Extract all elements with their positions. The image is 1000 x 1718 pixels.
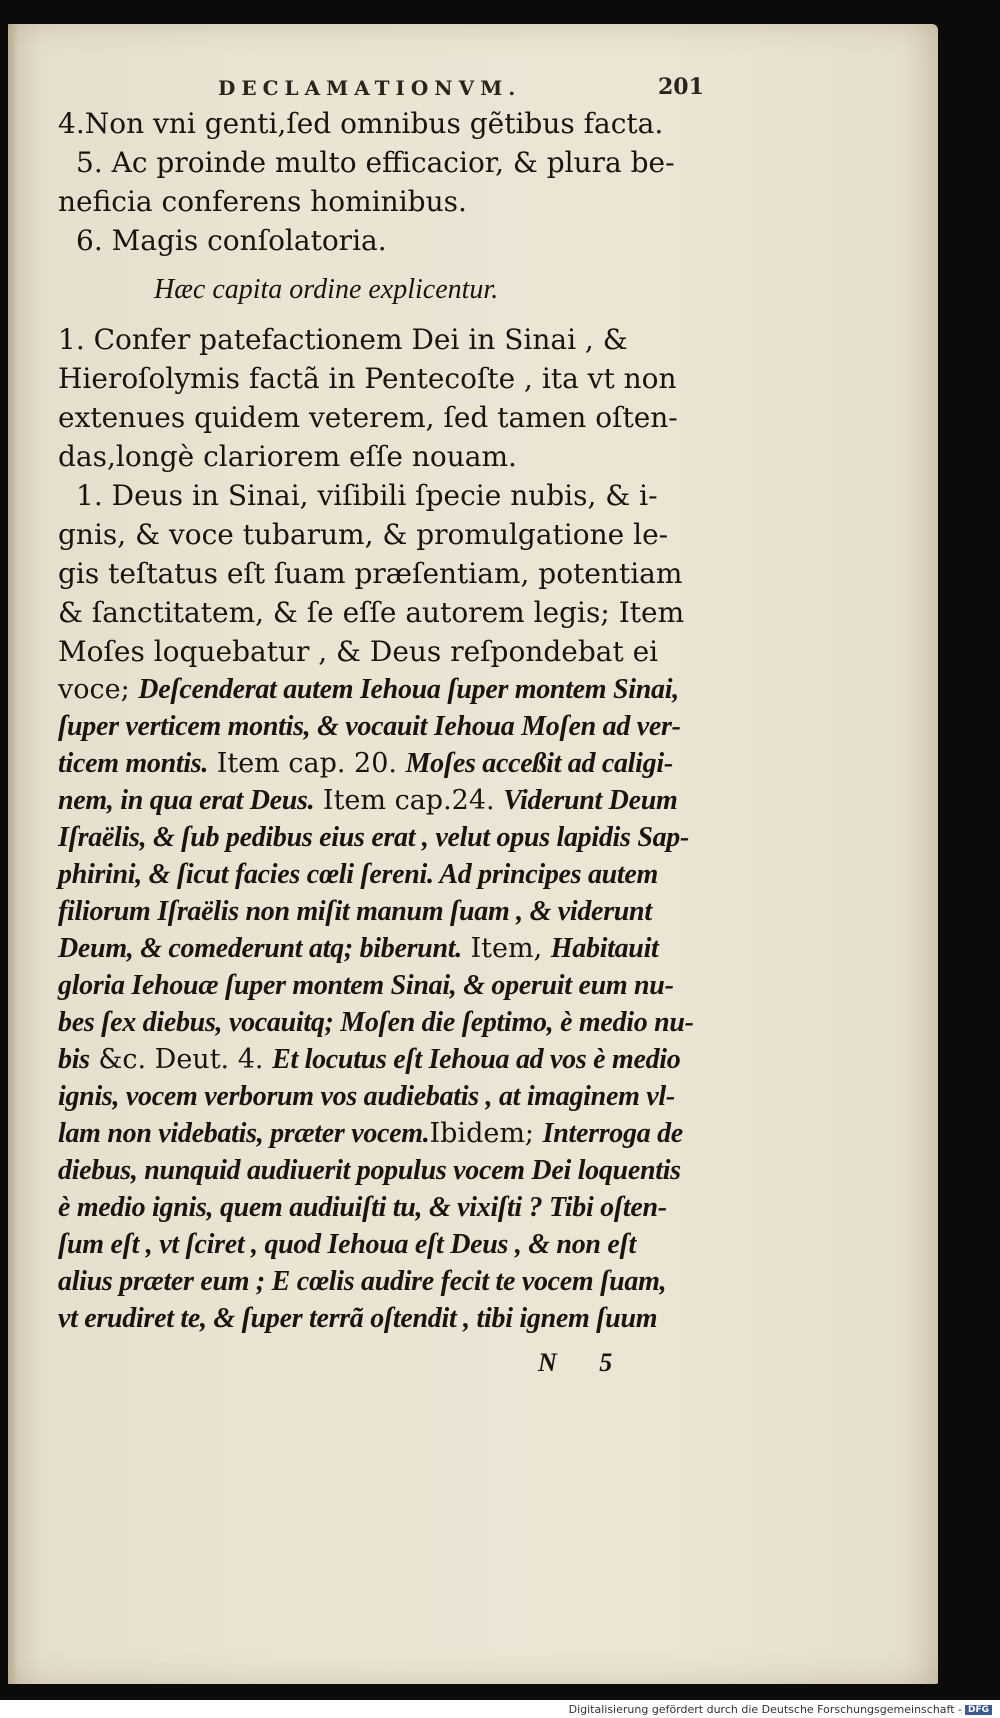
quotation-italic: nem, in qua erat Deus.: [58, 785, 315, 816]
quotation-italic: Deſcenderat autem Iehoua ſuper montem Sinai,: [138, 674, 679, 705]
mixed-line: [58, 1115, 718, 1152]
body-line: Moſes loquebatur , & Deus reſpondebat ei: [58, 635, 659, 668]
quotation-italic: Moſes acceßit ad caligi-: [405, 748, 673, 779]
quotation-italic: gloria Iehouæ ſuper montem Sinai, & operuit eum nu-: [58, 970, 674, 1001]
roman-text: Item cap.24.: [314, 785, 504, 816]
quotation-italic: è medio ignis, quem audiuiſti tu, & vixiſti ? Tibi oſten-: [58, 1192, 667, 1223]
page-text-block: [58, 68, 718, 1389]
mixed-line: [58, 1300, 718, 1337]
page-gutter-shadow: [8, 24, 18, 1684]
digitization-credit: [569, 1703, 992, 1716]
body-line: Hieroſolymis factã in Pentecoſte , ita vt non: [58, 362, 677, 395]
dfg-logo-icon: DFG: [965, 1705, 992, 1715]
mixed-line: [58, 671, 718, 708]
quotation-italic: ſuper verticem montis, & vocauit Iehoua Moſen ad ver-: [58, 711, 681, 742]
mixed-line: [58, 1004, 718, 1041]
list-line-4: 4.Non vni genti,ſed omnibus gẽtibus facta.: [58, 107, 664, 140]
list-line-5-cont: neficia conferens hominibus.: [58, 185, 467, 218]
list-line-6: 6. Magis conſolatoria.: [76, 224, 387, 257]
mixed-line: [58, 1152, 718, 1189]
mixed-line: [58, 819, 718, 856]
body-line: extenues quidem veterem, ſed tamen oſten-: [58, 401, 678, 434]
body-line: & ſanctitatem, & ſe eſſe autorem legis; Item: [58, 596, 685, 629]
mixed-line: [58, 930, 718, 967]
body-line: 1. Deus in Sinai, viſibili ſpecie nubis, & i-: [76, 479, 658, 512]
section-subheading: Hæc capita ordine explicentur.: [154, 274, 499, 305]
mixed-line: [58, 893, 718, 930]
quotation-italic: ticem montis.: [58, 748, 209, 779]
roman-text: Ibidem;: [429, 1118, 543, 1149]
mixed-line: [58, 967, 718, 1004]
roman-text: Item cap. 20.: [208, 748, 406, 779]
quotation-italic: filiorum Iſraëlis non miſit manum ſuam , & viderunt: [58, 896, 652, 927]
list-line-5: 5. Ac proinde multo efficacior, & plura be-: [76, 146, 675, 179]
credit-text: Digitalisierung gefördert durch die Deutsche Forschungsgemeinschaft -: [568, 1703, 962, 1716]
quotation-italic: bis: [58, 1044, 90, 1075]
mixed-line: [58, 745, 718, 782]
body-line: 1. Confer patefactionem Dei in Sinai , &: [58, 323, 628, 356]
mixed-line: [58, 1226, 718, 1263]
catchword-signature: N 5: [538, 1348, 631, 1377]
roman-text: &c. Deut. 4.: [89, 1044, 273, 1075]
quotation-italic: alius præter eum ; E cœlis audire fecit te vocem ſuam,: [58, 1266, 667, 1297]
quotation-italic: bes ſex diebus, vocauitq; Moſen die ſeptimo, è medio nu-: [58, 1007, 694, 1038]
roman-text: voce;: [58, 674, 139, 705]
mixed-line: [58, 1263, 718, 1300]
page-number: 201: [658, 74, 704, 100]
body-line: gis teſtatus eſt ſuam præſentiam, potentiam: [58, 557, 683, 590]
quotation-italic: Et locutus eſt Iehoua ad vos è medio: [272, 1044, 681, 1075]
running-head: DECLAMATIONVM.: [218, 76, 522, 100]
quotation-italic: Deum, & comederunt atq; biberunt.: [58, 933, 462, 964]
quotation-italic: Interroga de: [542, 1118, 683, 1149]
page-header: [58, 68, 718, 104]
mixed-line: [58, 1041, 718, 1078]
quotation-italic: ignis, vocem verborum vos audiebatis , at imaginem vl-: [58, 1081, 675, 1112]
roman-text: Item,: [461, 933, 551, 964]
body-line: gnis, & voce tubarum, & promulgatione le-: [58, 518, 669, 551]
quotation-italic: diebus, nunquid audiuerit populus vocem Dei loquentis: [58, 1155, 681, 1186]
quotation-italic: ſum eſt , vt ſciret , quod Iehoua eſt Deus , & non eſt: [58, 1229, 636, 1260]
body-line: das,longè clariorem eſſe nouam.: [58, 440, 517, 473]
mixed-line: [58, 1189, 718, 1226]
quotation-italic: phirini, & ſicut facies cœli ſereni. Ad principes autem: [58, 859, 659, 890]
quotation-italic: Viderunt Deum: [503, 785, 678, 816]
quotation-italic: Habitauit: [550, 933, 659, 964]
quotation-italic: Iſraëlis, & ſub pedibus eius erat , velut opus lapidis Sap-: [58, 822, 690, 853]
mixed-line: [58, 708, 718, 745]
quotation-italic: lam non videbatis, præter vocem.: [58, 1118, 430, 1149]
mixed-line: [58, 856, 718, 893]
quotation-italic: vt erudiret te, & ſuper terrã oſtendit , tibi ignem ſuum: [58, 1303, 658, 1334]
mixed-line: [58, 1078, 718, 1115]
mixed-line: [58, 782, 718, 819]
